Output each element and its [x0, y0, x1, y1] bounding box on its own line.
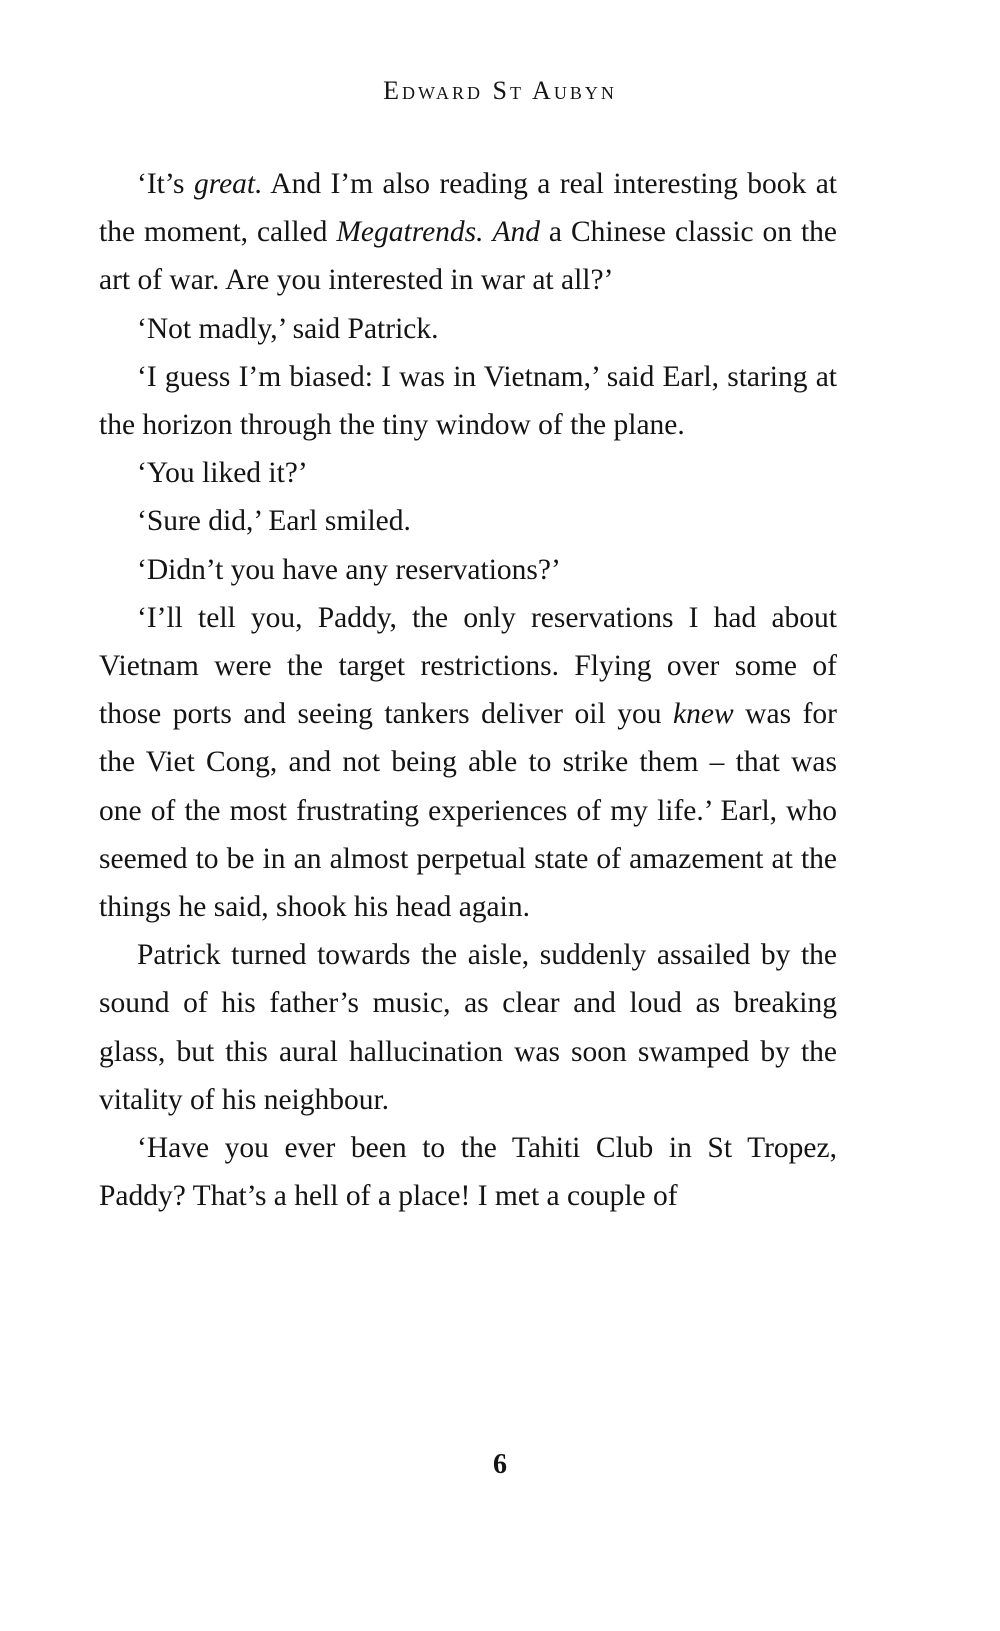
paragraph: [99, 546, 837, 594]
italic-text-segment: And: [492, 216, 540, 249]
paragraph: [99, 1124, 837, 1220]
paragraph: [99, 353, 837, 449]
text-segment: was for the Viet Cong, and not being able to strike them – that was one of the most frustrating experiences of my life.’ Earl, who seemed to be in an almost perpetual state of amazement at the things he said, shook his head again.: [99, 698, 837, 924]
text-segment: ‘Sure did,’ Earl smiled.: [137, 505, 411, 538]
paragraph: [99, 497, 837, 545]
text-segment: ‘Didn’t you have any reservations?’: [137, 553, 561, 586]
paragraph: [99, 931, 837, 1124]
italic-text-segment: knew: [673, 698, 734, 731]
text-segment: ‘You liked it?’: [137, 457, 308, 490]
italic-text-segment: Megatrends.: [336, 216, 484, 249]
text-segment: ‘It’s: [137, 168, 194, 200]
paragraph: [99, 160, 837, 305]
paragraph: [99, 305, 837, 353]
text-segment: Patrick turned towards the aisle, suddenly assailed by the sound of his father’s music, as clear and loud as breaking glass, but this aural hallucination was soon swamped by the vitality of his neighbour.: [99, 939, 837, 1116]
text-segment: ‘Not madly,’ said Patrick.: [137, 312, 439, 345]
italic-text-segment: great.: [193, 168, 263, 200]
paragraph: [99, 594, 837, 931]
paragraph: [99, 449, 837, 497]
page-number: 6: [493, 1449, 507, 1480]
text-segment: ‘I guess I’m biased: I was in Vietnam,’ said Earl, staring at the horizon through the tiny window of the plane.: [99, 360, 837, 442]
text-segment: And I’m also reading a real interesting book at the moment, called: [99, 168, 837, 249]
running-header: Edward St Aubyn: [383, 76, 617, 105]
body-text: [99, 160, 837, 1220]
text-segment: ‘I’ll tell you, Paddy, the only reservations I had about Vietnam were the target restrictions. Flying over some of those ports and seeing tankers deliver oil you: [99, 601, 837, 731]
text-segment: ‘Have you ever been to the Tahiti Club in St Tropez, Paddy? That’s a hell of a place! I met a couple of: [99, 1132, 837, 1213]
text-segment: a Chinese classic on the art of war. Are you interested in war at all?’: [99, 216, 837, 297]
